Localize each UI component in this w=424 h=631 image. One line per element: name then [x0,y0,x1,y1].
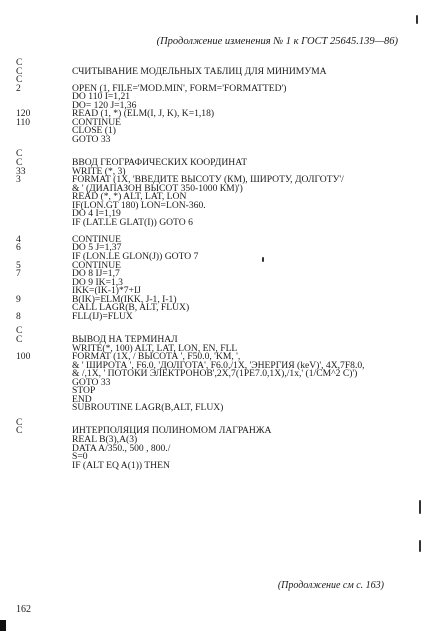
statement-text: S=0 [72,451,88,463]
statement-label: C [16,416,23,428]
code-line [0,182,424,194]
statement-text: DO 9 IK=1,3 [72,276,123,288]
code-line [0,310,424,322]
code-line [0,110,424,119]
statement-text: DO= 120 J=1,36 [72,99,137,111]
code-line [0,210,424,219]
statement-label: 4 [16,233,21,245]
statement-text: CONTINUE [72,116,122,128]
statement-text: ИНТЕРПОЛЯЦИЯ ПОЛИНОМОМ ЛАГРАНЖА [72,425,272,437]
code-line [0,442,424,454]
code-line [0,387,424,396]
statement-label: C [16,57,23,68]
code-line [0,82,424,94]
statement-text: WRITE (*, 3) [72,165,126,177]
statement-text: READ (*, *) ALT, LAT, LON [72,191,187,203]
code-line [0,453,424,462]
statement-text: ВВОД ГЕОГРАФИЧЕСКИХ КООРДИНАТ [72,157,248,169]
code-line [0,270,424,279]
statement-text: & /,1X, ' ПОТОКИ ЭЛЕКТРОНОВ',2X,7(1PE7.0,1X),/1x,' (1/CM^2 C)') [72,368,358,380]
scan-corner-mark [0,620,6,631]
scan-speck [419,500,421,514]
code-line [0,93,424,102]
statement-label: C [16,333,23,345]
continuation-note: (Продолжение см с. 163) [277,580,384,591]
code-line [0,216,424,228]
code-line [0,293,424,305]
scan-speck [416,15,418,24]
statement-text: DO 4 I=1,19 [72,208,121,220]
statement-label: C [16,74,23,86]
statement-text: & ' ШИРОТА ', F6.0, 'ДОЛГОТА', F6.0,/1X, 'ЭНЕРГИЯ (keV)', 4X,7F8.0, [72,359,365,371]
statement-text: SUBROUTINE LAGR(B,ALT, FLUX) [72,402,224,414]
code-line [0,199,424,211]
code-line [0,127,424,136]
statement-label: 110 [16,116,31,128]
statement-text: CLOSE (1) [72,125,116,137]
statement-text: CONTINUE [72,233,122,245]
statement-text: DO 110 I=1,21 [72,91,131,103]
statement-label: 9 [16,293,21,305]
statement-label: 120 [16,108,31,120]
statement-text: DO 8 IJ=1,7 [72,268,120,280]
statement-text: IF (ALT EQ A(1)) THEN [72,459,170,471]
statement-text: DATA A/350., 500 , 800./ [72,442,171,454]
statement-text: GOTO 33 [72,376,111,388]
statement-label: C [16,157,23,169]
statement-text: STOP [72,385,96,397]
statement-text: FLL(IJ)=FLUX [72,310,133,322]
statement-text: OPEN (1, FILE='MOD.MIN', FORM='FORMATTED') [72,82,287,94]
statement-text: READ (1, *) (ELM(I, J, K), K=1,18) [72,108,215,120]
statement-text: DO 5 J=1,37 [72,242,122,254]
statement-label: 8 [16,310,21,322]
statement-text: GOTO 33 [72,133,111,145]
code-line [0,233,424,245]
code-listing [0,59,424,470]
code-line [0,287,424,296]
statement-text: ВЫВОД НА ТЕРМИНАЛ [72,333,178,345]
page-number: 162 [16,604,31,615]
statement-text: CALL LAGR(B, ALT, FLUX) [72,302,190,314]
statement-text: WRITE(*, 100) ALT, LAT, LON, EN, FLL [72,342,238,354]
code-line [0,227,424,236]
code-line [0,304,424,313]
statement-text: CONTINUE [72,259,122,271]
statement-text: IKK=(IK-1)*7+IJ [72,285,141,297]
statement-label: 2 [16,82,21,94]
statement-label: 5 [16,259,21,271]
statement-text: IF (LAT.LE GLAT(I)) GOTO 6 [72,216,193,228]
scan-speck [262,257,264,262]
statement-text: FORMAT (1X, 'ВВЕДИТЕ ВЫСОТУ (КМ), ШИРОТУ, ДОЛГОТУ'/ [72,174,344,186]
statement-label: 3 [16,174,21,186]
statement-label: 100 [16,351,31,363]
code-line [0,159,424,168]
statement-label: C [16,425,23,437]
statement-text: & ' (ДИАПАЗОН ВЫСОТ 350-1000 КМ)') [72,182,243,194]
statement-label: C [16,148,23,160]
statement-label: 7 [16,268,21,280]
statement-text: END [72,393,92,405]
statement-label: C [16,65,23,77]
code-line [0,193,424,202]
code-line [0,427,424,436]
statement-text: IF (LON.LE GLON(J)) GOTO 7 [72,251,199,263]
code-line [0,116,424,128]
code-line [0,327,424,336]
code-line [0,404,424,413]
statement-label: 6 [16,242,21,254]
code-line [0,259,424,271]
scan-speck [419,540,421,552]
statement-text: СЧИТЫВАНИЕ МОДЕЛЬНЫХ ТАБЛИЦ ДЛЯ МИНИМУМА [72,65,327,77]
code-line [0,433,424,445]
code-line [0,253,424,262]
statement-text: FORMAT (1X, / ВЫСОТА ', F50.0, 'KM, ', [72,351,241,363]
page-header: (Продолжение изменения № 1 к ГОСТ 25645.139—86) [156,36,398,47]
code-line [0,276,424,288]
statement-text: REAL B(3),A(3) [72,433,138,445]
code-line [0,133,424,145]
statement-text: IF(LON.GT 180) LON=LON-360. [72,199,206,211]
statement-label: C [16,325,23,337]
code-line [0,459,424,471]
code-line [0,244,424,253]
code-line [0,65,424,77]
statement-text: B(IK)=ELM(IKK, J-1, I-1) [72,293,177,305]
code-line [0,370,424,379]
code-line [0,376,424,388]
statement-label: 33 [16,165,26,177]
